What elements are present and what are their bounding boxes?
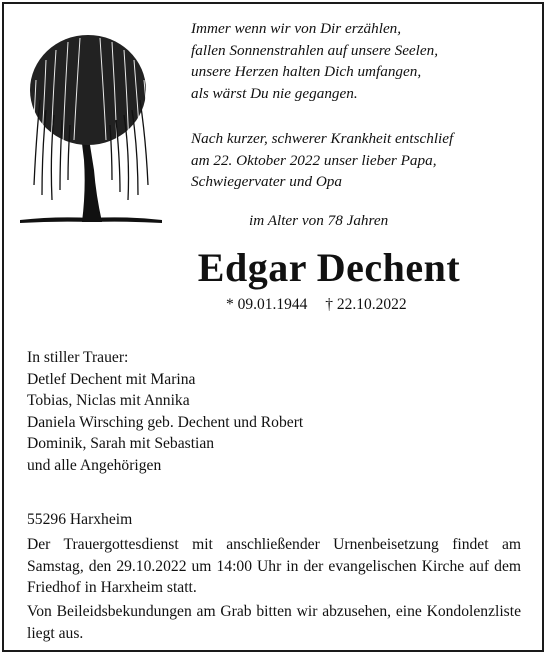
mourner-entry: Dominik, Sarah mit Sebastian — [27, 435, 215, 452]
service-paragraph: Der Trauergottesdienst mit anschließender Urnenbeisetzung findet am Samstag, den 29.10.2022 um 14:00 Uhr in der evangelischen Kirche auf dem Friedhof in Harxheim statt. — [27, 536, 521, 596]
mourner-entry: Detlef Dechent mit Marina — [27, 370, 196, 388]
poem — [191, 18, 531, 104]
mourners-list — [27, 347, 303, 476]
mourners-heading: In stiller Trauer: — [27, 349, 129, 366]
death-date: † 22.10.2022 — [325, 296, 407, 313]
mourner-entry: Daniela Wirsching geb. Dechent und Robert — [27, 413, 304, 431]
poem-line: unsere Herzen halten Dich umfangen, — [191, 63, 422, 80]
age-statement: im Alter von 78 Jahren — [249, 212, 389, 229]
notice-line: am 22. Oktober 2022 unser lieber Papa, — [191, 151, 437, 169]
life-dates — [226, 296, 421, 314]
poem-line: Immer wenn wir von Dir erzählen, — [191, 20, 402, 37]
death-notice — [191, 128, 531, 193]
poem-line: fallen Sonnenstrahlen auf unsere Seelen, — [191, 41, 439, 59]
birth-date: * 09.01.1944 — [226, 296, 308, 313]
weeping-willow-icon — [16, 20, 166, 230]
condolence-paragraph: Von Beileidsbekundungen am Grab bitten wir abzusehen, eine Kondolenzliste liegt aus. — [27, 603, 521, 642]
notice-line: Nach kurzer, schwerer Krankheit entschlief — [191, 130, 454, 147]
mourner-entry: und alle Angehörigen — [27, 456, 162, 474]
city-address: 55296 Harxheim — [27, 511, 133, 528]
poem-line: als wärst Du nie gegangen. — [191, 84, 358, 102]
notice-line: Schwiegervater und Opa — [191, 173, 342, 190]
deceased-name: Edgar Dechent — [197, 245, 461, 290]
mourner-entry: Tobias, Niclas mit Annika — [27, 392, 190, 409]
